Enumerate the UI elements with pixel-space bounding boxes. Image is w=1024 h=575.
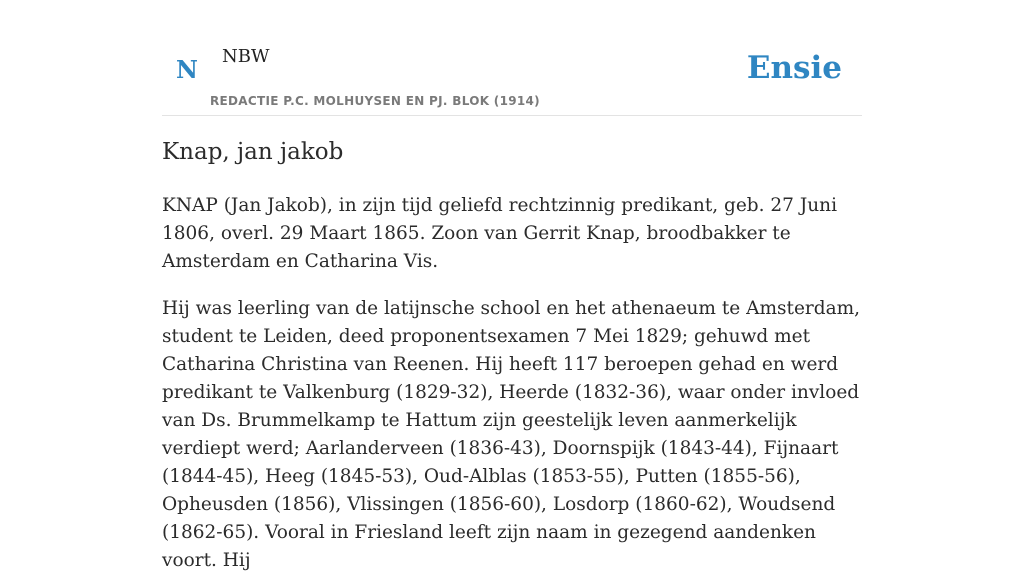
article-paragraph-1: KNAP (Jan Jakob), in zijn tijd geliefd rechtzinnig predikant, geb. 27 Juni 1806, overl. 29 Maart 1865. Zoon van Gerrit Knap, broodbakker te Amsterdam en Catharina Vis.	[162, 195, 837, 272]
page-container	[162, 0, 862, 571]
source-logo-icon[interactable]: N	[176, 55, 198, 84]
page-header	[162, 0, 862, 116]
ensie-logo[interactable]: Ensie	[746, 50, 842, 86]
source-subtitle: REDACTIE P.C. MOLHUYSEN EN PJ. BLOK (1914)	[210, 94, 540, 108]
article-paragraph-2: Hij was leerling van de latijnsche school en het athenaeum te Amsterdam, student te Leiden, deed proponentsexamen 7 Mei 1829; gehuwd met Catharina Christina van Reenen. Hij heeft 117 beroepen gehad en werd predikant te Valkenburg (1829-32), Heerde (1832-36), waar onder invloed van Ds. Brummelkamp te Hattum zijn geestelijk leven aanmerkelijk verdiept werd; Aarlanderveen (1836-43), Doornspijk (1843-44), Fijnaart (1844-45), Heeg (1845-53), Oud-Alblas (1853-55), Putten (1855-56), Opheusden (1856), Vlissingen (1856-60), Losdorp (1860-62), Woudsend (1862-65). Vooral in Friesland leeft zijn naam in gezegend aandenken voort. Hij	[162, 298, 861, 571]
source-name[interactable]: NBW	[222, 46, 270, 67]
page-title: Knap, jan jakob	[162, 139, 344, 165]
